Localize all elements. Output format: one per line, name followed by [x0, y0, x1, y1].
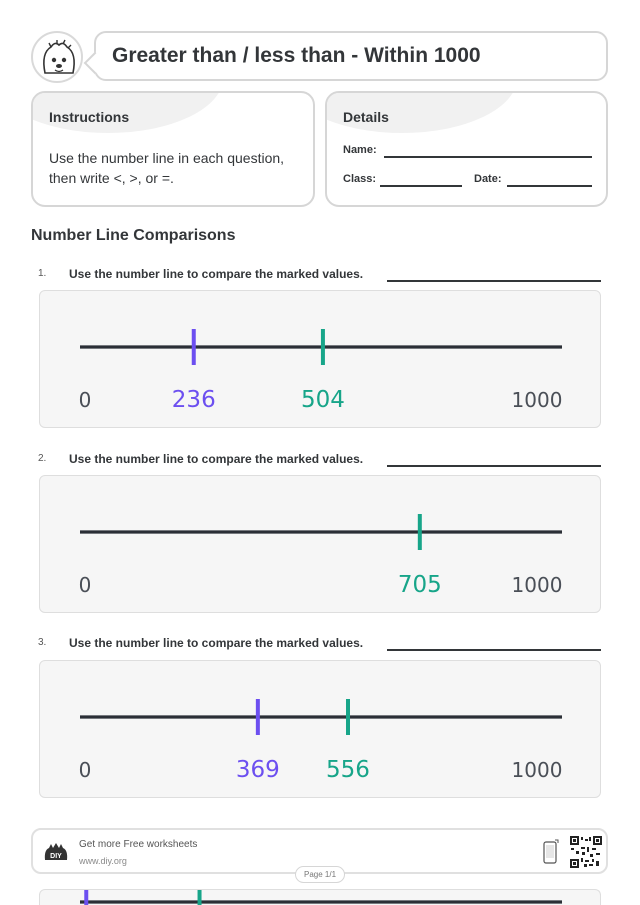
number-line: [40, 291, 602, 429]
instructions-heading: Instructions: [49, 109, 130, 125]
answer-line[interactable]: [387, 280, 601, 282]
logo-text: DIY: [50, 853, 62, 860]
question-prompt: Use the number line to compare the marked values.: [69, 452, 364, 466]
marker-label-purple: 236: [171, 387, 216, 413]
number-line-panel: [39, 475, 601, 613]
number-line: [40, 661, 602, 799]
max-label: 1000: [511, 758, 563, 782]
number-line-panel: [39, 290, 601, 428]
name-field[interactable]: [384, 156, 592, 158]
class-field[interactable]: [380, 185, 462, 187]
class-label: Class:: [343, 173, 377, 185]
question-number: 1.: [38, 268, 47, 279]
instructions-box: [31, 91, 315, 207]
question-number: 3.: [38, 637, 47, 648]
answer-line[interactable]: [387, 465, 601, 467]
page-indicator: Page 1/1: [295, 866, 345, 883]
marker-label-purple: 369: [235, 757, 280, 783]
number-line: [40, 476, 602, 614]
phone-icon: [543, 839, 559, 865]
section-title: Number Line Comparisons: [31, 227, 236, 244]
max-label: 1000: [511, 388, 563, 412]
page-title: Greater than / less than - Within 1000: [112, 44, 481, 67]
question-prompt: Use the number line to compare the marked values.: [69, 267, 364, 281]
footer-title: Get more Free worksheets: [79, 839, 198, 850]
diy-logo-icon: [43, 842, 69, 864]
footer-url[interactable]: www.diy.org: [79, 856, 127, 866]
marker-label-green: 705: [397, 572, 442, 598]
number-line-panel: [39, 660, 601, 798]
marker-label-green: 556: [326, 757, 370, 783]
min-label: 0: [78, 388, 92, 412]
name-label: Name:: [343, 144, 377, 156]
qr-code-icon: [570, 836, 602, 868]
instructions-text: Use the number line in each question, then write <, >, or =.: [49, 150, 285, 186]
number-line-partial: [40, 890, 602, 905]
title-banner: [94, 31, 608, 81]
details-box: [325, 91, 608, 207]
max-label: 1000: [511, 573, 563, 597]
question-prompt: Use the number line to compare the marked values.: [69, 636, 364, 650]
question-number: 2.: [38, 453, 47, 464]
number-line-panel-partial: [39, 889, 601, 905]
min-label: 0: [78, 758, 92, 782]
date-field[interactable]: [507, 185, 592, 187]
answer-line[interactable]: [387, 649, 601, 651]
marker-label-green: 504: [300, 387, 345, 413]
min-label: 0: [78, 573, 92, 597]
date-label: Date:: [474, 173, 502, 185]
details-heading: Details: [343, 109, 389, 125]
mascot-avatar: [31, 31, 83, 83]
